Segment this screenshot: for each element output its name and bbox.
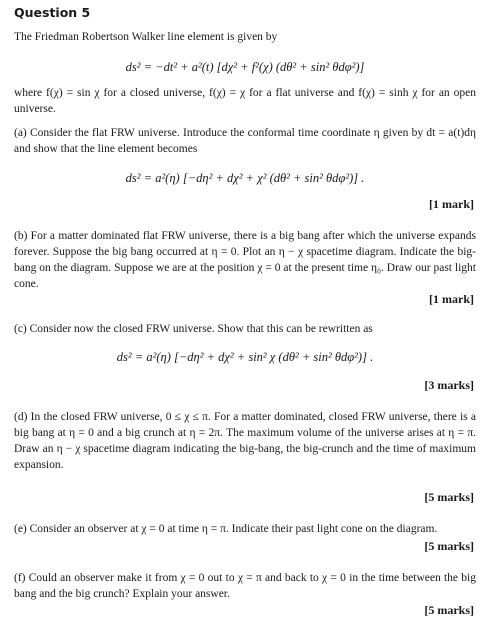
- part-b-mark: [1 mark]: [429, 292, 474, 306]
- part-e-text: (e) Consider an observer at χ = 0 at time η = π. Indicate their past light cone on the diagram.: [14, 523, 438, 535]
- part-d-text: (d) In the closed FRW universe, 0 ≤ χ ≤ π. For a matter dominated, closed FRW universe, there is a big bang at η = 0 and a big crunch at η = 2π. The maximum volume of the universe arises at η = π. Draw an η − χ spacetime diagram indicating the big-bang, the big-crunch and the time of maximum expansion.: [14, 411, 476, 471]
- intro-where-text: where f(χ) = sin χ for a closed universe, f(χ) = χ for a flat universe and f(χ) = sinh χ for an open universe.: [14, 87, 476, 115]
- question-title: Question 5: [14, 5, 91, 20]
- part-f-mark: [5 marks]: [424, 603, 474, 617]
- part-c-text: (c) Consider now the closed FRW universe. Show that this can be rewritten as: [14, 323, 373, 335]
- part-e-mark: [5 marks]: [424, 539, 474, 553]
- part-f-text: (f) Could an observer make it from χ = 0 out to χ = π and back to χ = 0 in the time between the big bang and the big crunch? Explain your answer.: [14, 572, 476, 600]
- equation-frw: ds² = −dt² + a²(t) [dχ² + f²(χ) (dθ² + sin² θdφ²)]: [125, 60, 365, 74]
- intro-text: The Friedman Robertson Walker line element is given by: [14, 31, 278, 43]
- equation-closed-conformal: ds² = a²(η) [−dη² + dχ² + sin² χ (dθ² + sin² θdφ²)] .: [116, 350, 374, 364]
- part-a-mark: [1 mark]: [429, 197, 474, 211]
- part-a-text: (a) Consider the flat FRW universe. Introduce the conformal time coordinate η given by dt = a(t)dη and show that the line element becomes: [14, 127, 476, 155]
- part-d-mark: [5 marks]: [424, 490, 474, 504]
- part-b-text: (b) For a matter dominated flat FRW universe, there is a big bang after which the universe expands forever. Suppose the big bang occurred at η = 0. Plot an η − χ spacetime diagram. Indicate the big-bang on the diagram. Suppose we are at the position χ = 0 at the present time η₀. Draw our past light cone.: [14, 230, 476, 290]
- equation-flat-conformal: ds² = a²(η) [−dη² + dχ² + χ² (dθ² + sin² θdφ²)] .: [125, 171, 365, 185]
- part-c-mark: [3 marks]: [424, 378, 474, 392]
